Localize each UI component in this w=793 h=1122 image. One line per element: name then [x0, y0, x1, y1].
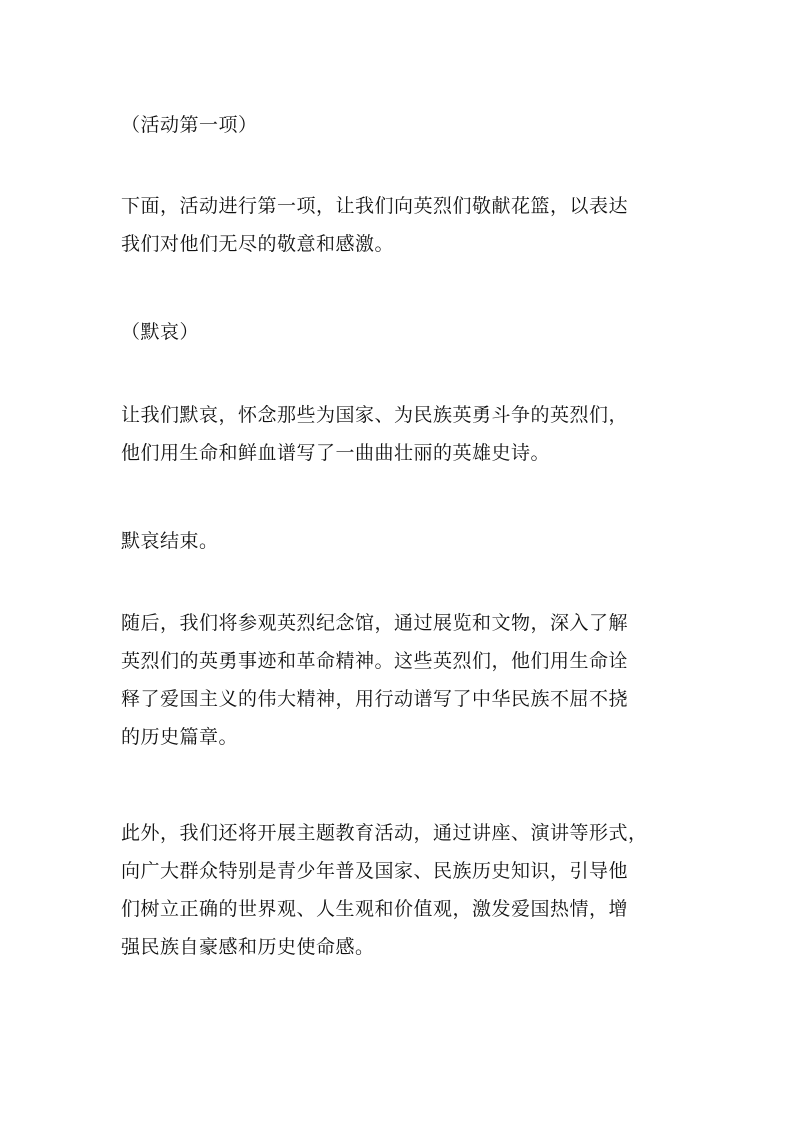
text-line: 让我们默哀，怀念那些为国家、为民族英勇斗争的英烈们，	[121, 404, 629, 426]
text-line: （活动第一项）	[121, 114, 258, 136]
text-line: （默哀）	[121, 321, 200, 343]
paragraph-silence	[121, 396, 681, 472]
text-line: 们树立正确的世界观、人生观和价值观，激发爱国热情，增	[121, 898, 629, 920]
text-line: 他们用生命和鲜血谱写了一曲曲壮丽的英雄史诗。	[121, 442, 551, 464]
activity-heading	[121, 106, 681, 144]
paragraph-memorial-visit	[121, 604, 681, 756]
paragraph-flower-basket	[121, 187, 681, 263]
paragraph-silence-end	[121, 522, 681, 560]
text-line: 默哀结束。	[121, 530, 219, 552]
text-line: 的历史篇章。	[121, 726, 239, 748]
text-line: 强民族自豪感和历史使命感。	[121, 936, 375, 958]
text-line: 英烈们的英勇事迹和革命精神。这些英烈们，他们用生命诠	[121, 650, 629, 672]
text-line: 释了爱国主义的伟大精神，用行动谱写了中华民族不屈不挠	[121, 688, 629, 710]
text-line: 我们对他们无尽的敬意和感激。	[121, 233, 395, 255]
text-line: 下面，活动进行第一项，让我们向英烈们敬献花篮，以表达	[121, 195, 629, 217]
text-line: 向广大群众特别是青少年普及国家、民族历史知识，引导他	[121, 860, 629, 882]
paragraph-education	[121, 814, 681, 966]
text-line: 随后，我们将参观英烈纪念馆，通过展览和文物，深入了解	[121, 612, 629, 634]
silence-heading	[121, 313, 681, 351]
text-line: 此外，我们还将开展主题教育活动，通过讲座、演讲等形式，	[121, 822, 648, 844]
